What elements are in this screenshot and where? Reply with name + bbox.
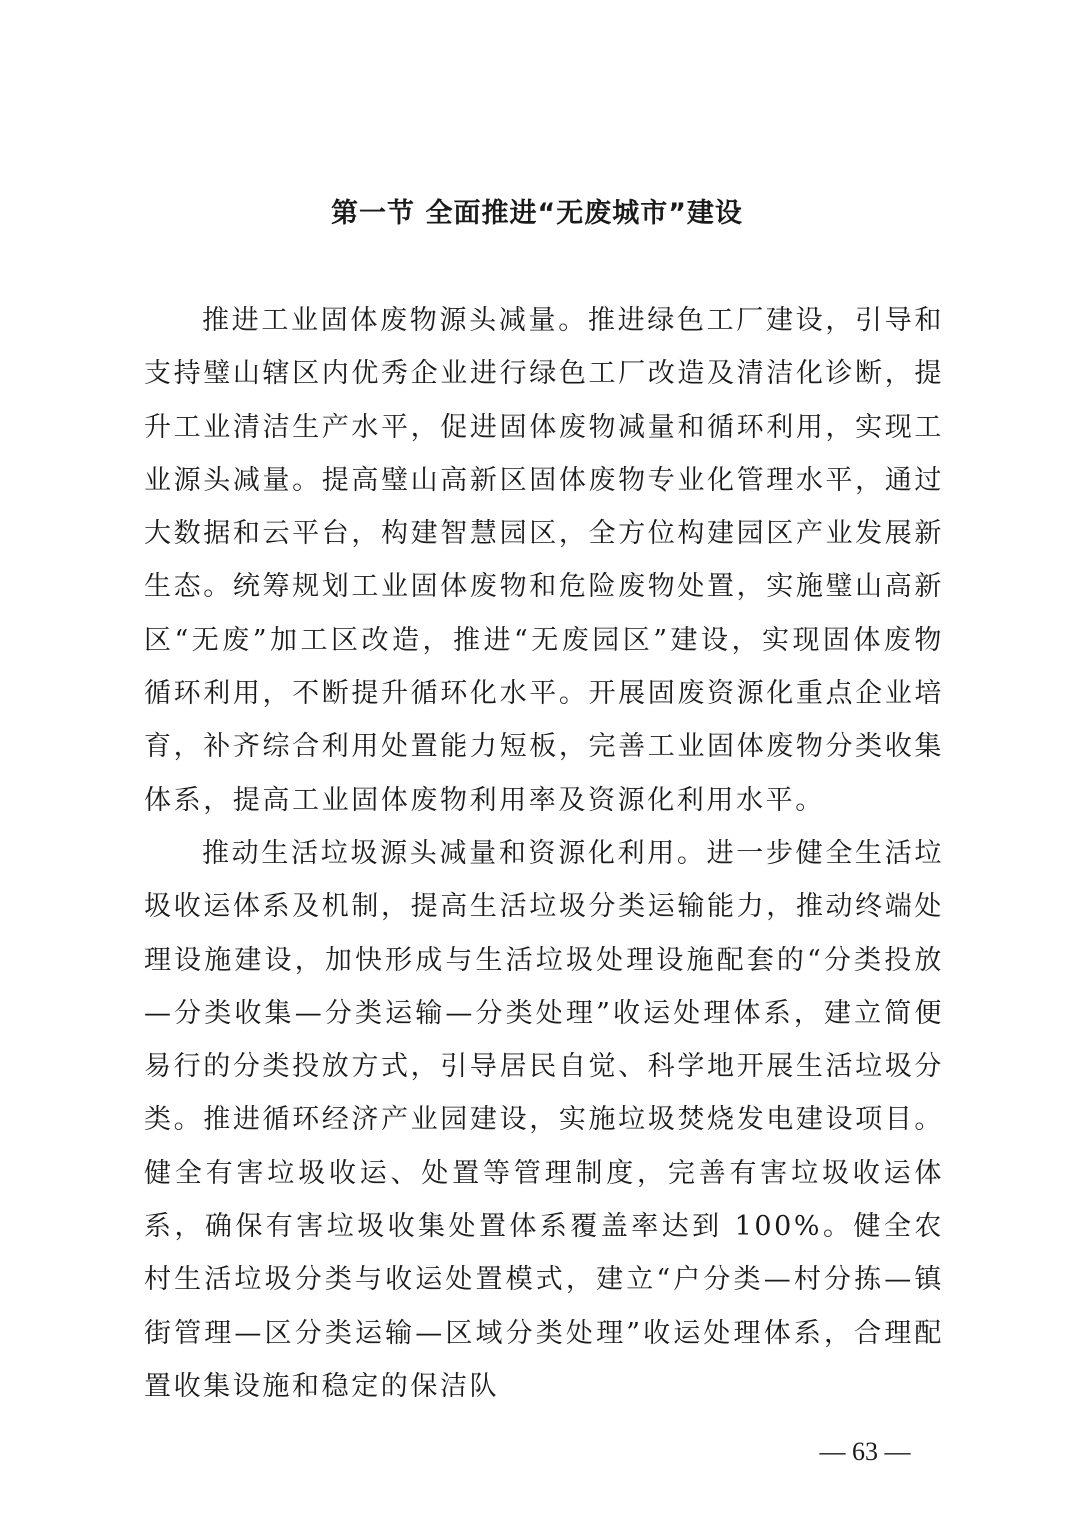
paragraph-household-waste: 推动生活垃圾源头减量和资源化利用。进一步健全生活垃圾收运体系及机制，提高生活垃圾分类运输能力，推动终端处理设施建设，加快形成与生活垃圾处理设施配套的“分类投放—分类收集—分类运输—分类处理”收运处理体系，建立简便易行的分类投放方式，引导居民自觉、科学地开展生活垃圾分类。推进循环经济产业园建设，实施垃圾焚烧发电建设项目。健全有害垃圾收运、处置等管理制度，完善有害垃圾收运体系，确保有害垃圾收集处置体系覆盖率达到 100%。健全农村生活垃圾分类与收运处置模式，建立“户分类—村分拣—镇街管理—区分类运输—区域分类处理”收运处理体系，合理配置收集设施和稳定的保洁队: [144, 837, 944, 1402]
section-title: 第一节 全面推进“无废城市”建设: [331, 198, 743, 229]
body-text: [144, 294, 944, 1413]
paragraph-industrial-waste: 推进工业固体废物源头减量。推进绿色工厂建设，引导和支持璧山辖区内优秀企业进行绿色工厂改造及清洁化诊断，提升工业清洁生产水平，促进固体废物减量和循环利用，实现工业源头减量。提高璧山高新区固体废物专业化管理水平，通过大数据和云平台，构建智慧园区，全方位构建园区产业发展新生态。统筹规划工业固体废物和危险废物处置，实施璧山高新区“无废”加工区改造，推进“无废园区”建设，实现固体废物循环利用，不断提升循环化水平。开展固废资源化重点企业培育，补齐综合利用处置能力短板，完善工业固体废物分类收集体系，提高工业固体废物利用率及资源化利用水平。: [144, 305, 944, 816]
page-number: — 63 —: [819, 1437, 911, 1466]
